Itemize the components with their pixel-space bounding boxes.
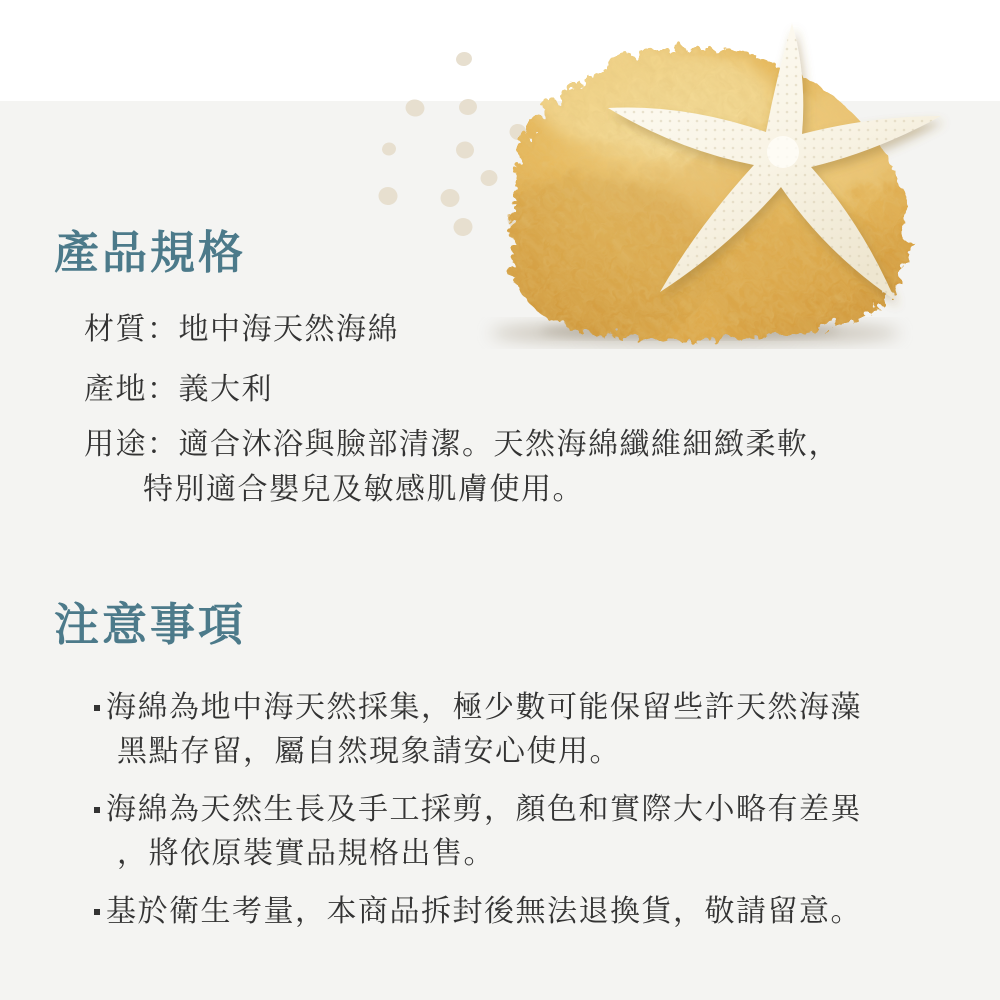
bullet-icon — [94, 909, 100, 915]
section-title-specs: 產品規格 — [54, 227, 247, 278]
bullet-icon — [94, 807, 100, 813]
notes-list — [106, 686, 1000, 934]
note-item — [106, 686, 1000, 774]
spec-list — [84, 307, 1000, 512]
note-item — [106, 788, 1000, 876]
spec-label: 材質： — [84, 313, 179, 346]
spec-row-origin — [84, 367, 1000, 412]
note-line: 海綿為地中海天然採集，極少數可能保留些許天然海藻 — [106, 691, 862, 724]
section-title-notes: 注意事項 — [54, 599, 247, 650]
spec-value: 適合沐浴與臉部清潔。天然海綿纖維細緻柔軟， — [178, 428, 840, 461]
note-line: 海綿為天然生長及手工採剪，顏色和實際大小略有差異 — [106, 793, 862, 826]
spec-row-usage — [84, 422, 1000, 467]
bullet-icon — [94, 705, 100, 711]
spec-row-material — [84, 307, 1000, 352]
spec-value-wrap: 特別適合嬰兒及敏感肌膚使用。 — [143, 473, 584, 506]
spec-value: 地中海天然海綿 — [178, 313, 399, 346]
spec-label: 用途： — [84, 428, 179, 461]
spec-value: 義大利 — [178, 373, 273, 406]
note-item — [106, 890, 1000, 934]
spec-label: 產地： — [84, 373, 179, 406]
note-line: ，將依原裝實品規格出售。 — [117, 837, 495, 870]
note-line: 黑點存留，屬自然現象請安心使用。 — [117, 735, 621, 768]
note-line: 基於衛生考量，本商品拆封後無法退換貨，敬請留意。 — [106, 895, 862, 928]
